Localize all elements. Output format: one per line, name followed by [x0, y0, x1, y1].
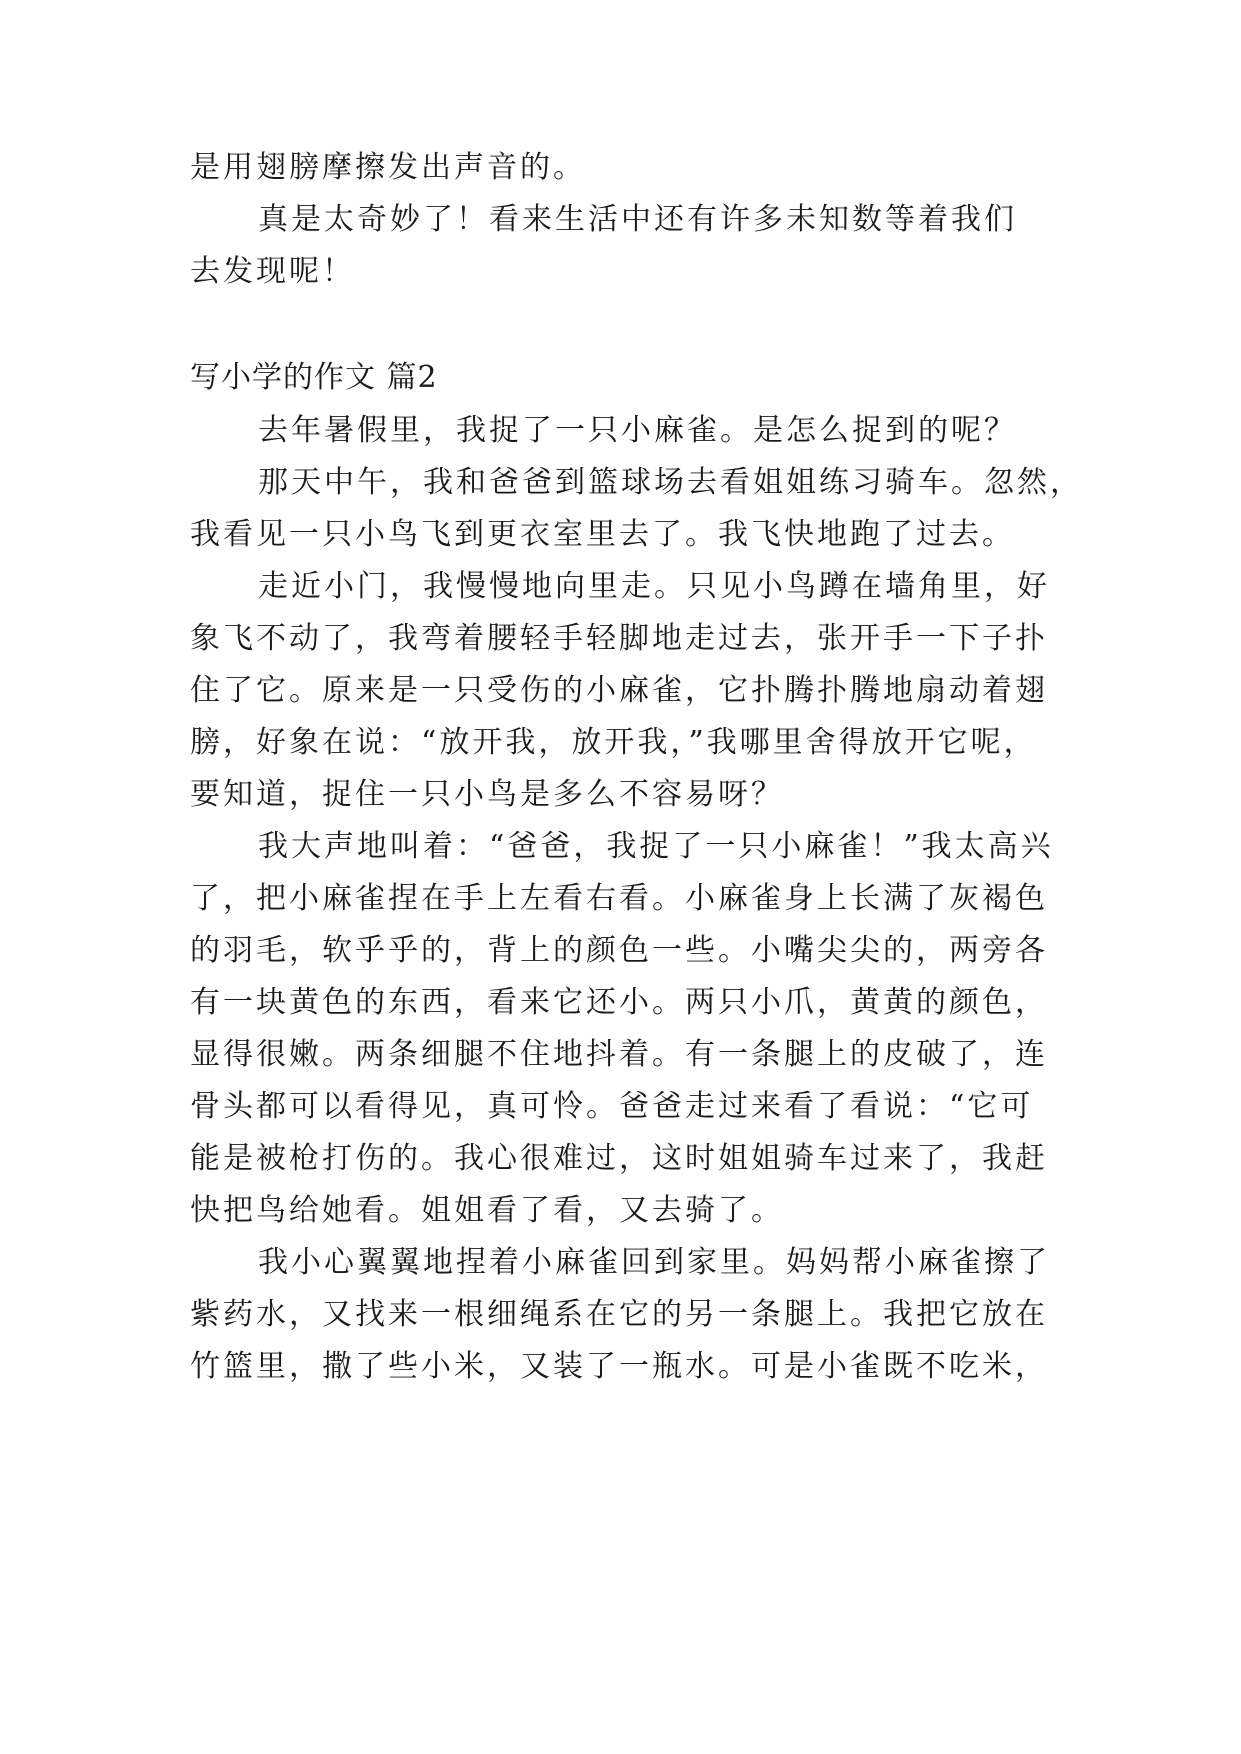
- paragraph-start: 那天中午，我和爸爸到篮球场去看姐姐练习骑车。忽然，: [258, 465, 1083, 500]
- text-line: 快把鸟给她看。姐姐看了看，又去骑了。: [190, 1193, 784, 1228]
- paragraph-start: 我小心翼翼地捏着小麻雀回到家里。妈妈帮小麻雀擦了: [258, 1245, 1050, 1280]
- paragraph-start: 我大声地叫着：“爸爸，我捉了一只小麻雀！”我太高兴: [258, 829, 1054, 864]
- text-line: 是用翅膀摩擦发出声音的。: [190, 150, 586, 185]
- text-line: 显得很嫩。两条细腿不住地抖着。有一条腿上的皮破了，连: [190, 1037, 1048, 1072]
- text-line: 骨头都可以看得见，真可怜。爸爸走过来看了看说：“它可: [190, 1089, 1034, 1124]
- text-line: 膀，好象在说：“放开我，放开我，”我哪里舍得放开它呢，: [190, 725, 1037, 760]
- text-line: 象飞不动了，我弯着腰轻手轻脚地走过去，张开手一下子扑: [190, 621, 1048, 656]
- text-line: 了，把小麻雀捏在手上左看右看。小麻雀身上长满了灰褐色: [190, 881, 1048, 916]
- paragraph-start: 真是太奇妙了！看来生活中还有许多未知数等着我们: [258, 202, 1017, 237]
- text-line: 有一块黄色的东西，看来它还小。两只小爪，黄黄的颜色，: [190, 985, 1048, 1020]
- text-line: 要知道，捉住一只小鸟是多么不容易呀？: [190, 777, 784, 812]
- text-line: 竹篮里，撒了些小米，又装了一瓶水。可是小雀既不吃米，: [190, 1349, 1048, 1384]
- paragraph-start: 走近小门，我慢慢地向里走。只见小鸟蹲在墙角里，好: [258, 569, 1050, 604]
- text-line: 紫药水，又找来一根细绳系在它的另一条腿上。我把它放在: [190, 1297, 1048, 1332]
- text-line: 去发现呢！: [190, 254, 355, 289]
- text-line: 能是被枪打伤的。我心很难过，这时姐姐骑车过来了，我赶: [190, 1141, 1048, 1176]
- section-heading: 写小学的作文 篇2: [190, 360, 438, 395]
- paragraph-start: 去年暑假里，我捉了一只小麻雀。是怎么捉到的呢？: [258, 413, 1017, 448]
- text-line: 住了它。原来是一只受伤的小麻雀，它扑腾扑腾地扇动着翅: [190, 673, 1048, 708]
- text-line: 我看见一只小鸟飞到更衣室里去了。我飞快地跑了过去。: [190, 517, 1015, 552]
- text-line: 的羽毛，软乎乎的，背上的颜色一些。小嘴尖尖的，两旁各: [190, 933, 1048, 968]
